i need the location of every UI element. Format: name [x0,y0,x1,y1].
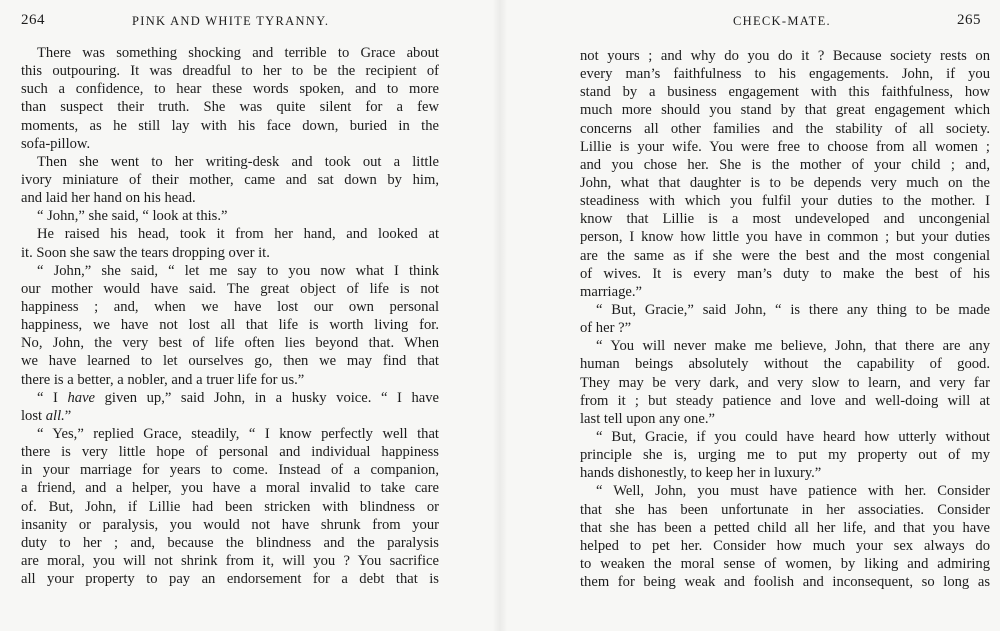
text-line: John, what that daughter is to be depends very much on the [580,174,990,191]
text-line: to weaken the moral sense of women, by liking and admiring [580,555,990,572]
text-line: concerns all other families and the stability of all society. [580,120,990,137]
text-line: Lillie is your wife. You were free to choose from all women ; [580,138,990,155]
text-line: human beings absolutely without the capability of good. [580,356,990,373]
right-page-number: 265 [957,12,981,28]
text-line: there is a better, a nobler, and a truer life for us.” [21,371,305,388]
text-line: from it ; but steady patience and love and well-doing will at [580,392,990,409]
text-line: happiness ; and, when we have lost our own personal [21,298,439,315]
text-line: steadiness with which you fulfil your duties to the mother. I [580,193,990,210]
text-line: stand by a business engagement with this faithfulness, how [580,84,990,101]
text-line: hands dishonestly, to keep her in luxury.” [580,465,822,482]
text-line: of wives. It is every man’s duty to make the best of his [580,265,990,282]
text-line: last tell upon any one.” [580,410,715,427]
text-line: “ Well, John, you must have patience with her. Consider [596,483,990,500]
left-page-number: 264 [21,12,45,28]
text-line: and you chose her. She is the mother of your child ; and, [580,156,990,173]
text-line: No, John, the very best of life often lies beyond that. When [21,335,439,352]
text-line: “ John,” she said, “ let me say to you now what I think [37,262,439,279]
text-line: we have learned to let ourselves go, then we may find that [21,353,439,370]
text-line: sofa-pillow. [21,135,91,152]
text-line: that she has been unfortunate in her associaties. Consider [580,501,990,518]
text-line: of. But, John, if Lillie had been stricken with blindness or [21,498,439,515]
text-line: that she has been a petted child all her life, and that you have [580,519,990,536]
text-line: are the same as if she were the best and the most congenial [580,247,990,264]
text-line: in your marriage for years to come. Instead of a companion, [21,462,439,479]
text-line: “ You will never make me believe, John, that there are any [596,338,990,355]
right-page [500,0,1000,631]
right-running-head: CHECK-MATE. [733,14,831,28]
text-line: all your property to pay an endorsement for a debt that is [21,571,439,588]
text-line: happiness, we have not lost all that life is worth living for. [21,317,439,334]
text-line: and laid her hand on his head. [21,190,196,207]
text-line: They may be very dark, and very slow to learn, and very far [580,374,990,391]
text-line: much more should you stand by that great engagement which [580,102,990,119]
text-line: marriage.” [580,283,642,300]
text-line: “ But, Gracie,” said John, “ is there any thing to be made [596,301,990,318]
text-line: person, I know how little you have in common ; but your duties [580,229,990,246]
text-line: them for being weak and foolish and inconsequent, so long as [580,574,990,591]
text-line: moments, as he still lay with his face down, buried in the [21,117,439,134]
text-line: this outpouring. It was dreadful to her to be the recipient of [21,63,439,80]
text-line: “ John,” she said, “ look at this.” [37,208,228,225]
right-page-text [580,47,990,591]
text-line: not yours ; and why do you do it ? Because society rests on [580,48,990,64]
text-line: than suspect their truth. She was quite silent for a few [21,99,439,116]
text-line: a friend, and a helper, you have a moral invalid to take care [21,480,439,497]
text-line: are moral, you will not shrink from it, will you ? You sacrifice [21,552,439,569]
text-line: Then she went to her writing-desk and took out a little [37,153,439,170]
left-page-text [21,44,439,588]
text-line: lost all.” [21,407,72,424]
text-line: our mother would have said. The great object of life is not [21,280,439,297]
text-line: “ I have given up,” said John, in a husky voice. “ I have [37,389,439,406]
text-line: He raised his head, took it from her hand, and looked at [37,226,439,243]
text-line: duty to her ; and, because the blindness and the paralysis [21,534,439,551]
text-line: insanity or paralysis, you would not have shrunk from your [21,516,439,533]
text-line: helped to pet her. Consider how much your sex always do [580,537,990,554]
text-line: such a confidence, to hear these words spoken, and to more [21,81,439,98]
text-line: every man’s faithfulness to his engagements. John, if you [580,66,990,83]
text-line: There was something shocking and terrible to Grace about [37,45,439,61]
text-line: know that Lillie is a most undeveloped and uncongenial [580,211,990,228]
left-running-head: PINK AND WHITE TYRANNY. [132,14,330,28]
text-line: ivory miniature of their mother, came and sat down by him, [21,171,439,188]
text-line: of her ?” [580,320,632,337]
text-line: “ Yes,” replied Grace, steadily, “ I know perfectly well that [37,425,439,442]
text-line: “ But, Gracie, if you could have heard how utterly without [596,428,990,445]
text-line: there is very little hope of personal and individual happiness [21,444,439,461]
text-line: it. Soon she saw the tears dropping over it. [21,244,270,261]
text-line: principle she is, urging me to put my property out of my [580,447,990,464]
